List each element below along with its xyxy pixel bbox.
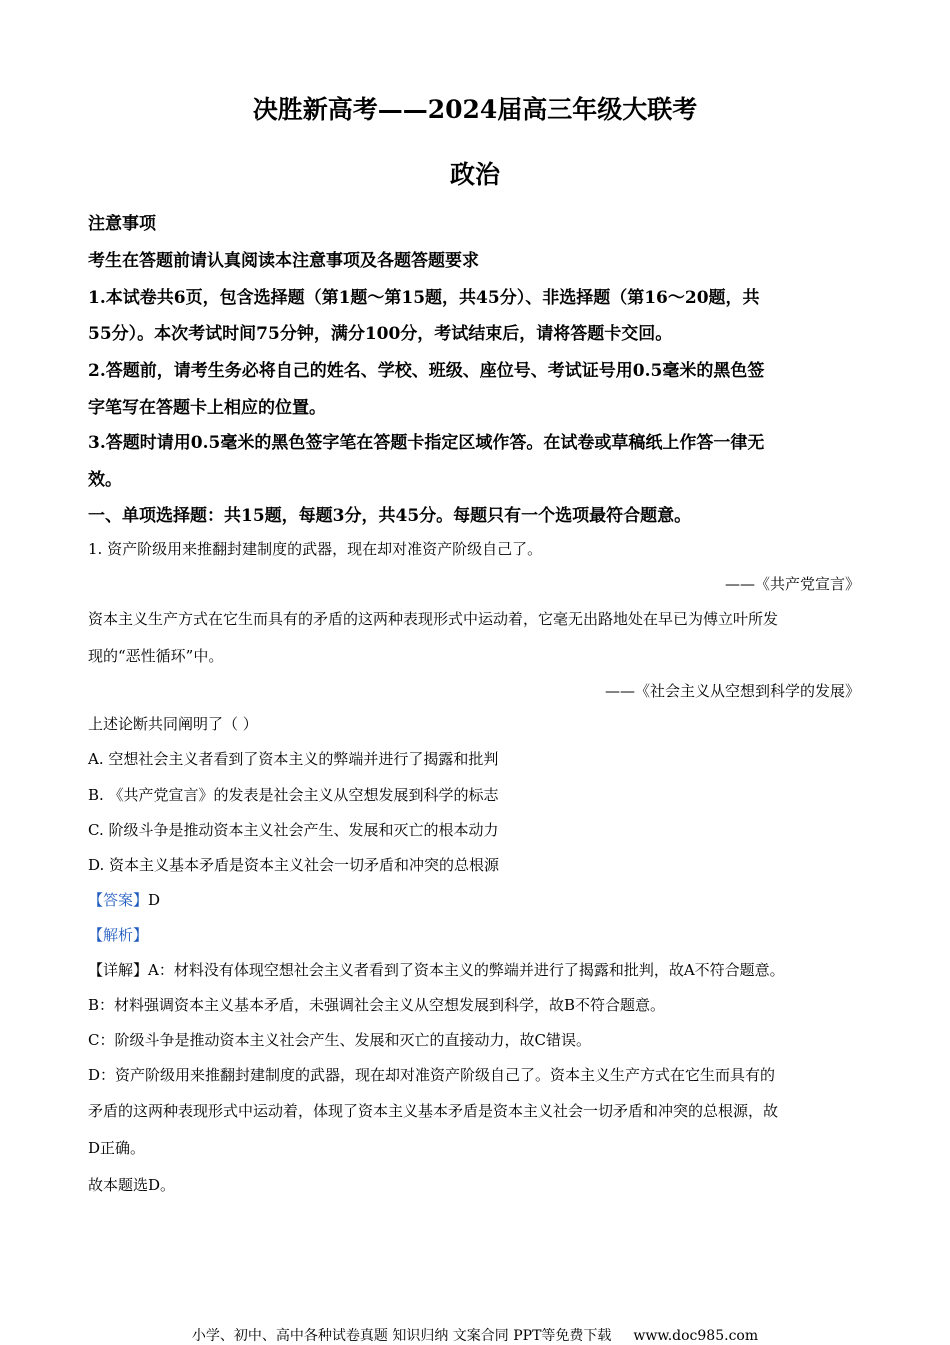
option-a: A. 空想社会主义者看到了资本主义的弊端并进行了揭露和批判 [88, 750, 499, 768]
answer-value: D [148, 891, 161, 909]
question-quote-2: 资本主义生产方式在它生而具有的矛盾的这两种表现形式中运动着，它毫无出路地处在早已为傅立叶所发 [88, 610, 779, 628]
detail-b: B：材料强调资本主义基本矛盾，未强调社会主义从空想发展到科学，故B不符合题意。 [88, 996, 666, 1014]
question-quote-2-cont: 现的“恶性循环”中。 [88, 647, 224, 665]
question-stem: 上述论断共同阐明了（ ） [88, 715, 258, 733]
detail-a: A：材料没有体现空想社会主义者看到了资本主义的弊端并进行了揭露和批判，故A不符合题意。 [148, 961, 785, 979]
detail-d-cont: 矛盾的这两种表现形式中运动着，体现了资本主义基本矛盾是资本主义社会一切矛盾和冲突的总根源，故 [88, 1102, 779, 1120]
detail-tag: 【详解】 [88, 961, 149, 979]
section-heading: 一、单项选择题：共15题，每题3分，共45分。每题只有一个选项最符合题意。 [88, 506, 692, 526]
notice-item-3-cont: 效。 [88, 470, 122, 490]
footer-link[interactable]: www.doc985.com [633, 1328, 759, 1344]
notice-intro: 考生在答题前请认真阅读本注意事项及各题答题要求 [88, 251, 479, 271]
footer-text: 小学、初中、高中各种试卷真题 知识归纳 文案合同 PPT等免费下载 [191, 1328, 612, 1344]
answer-tag: 【答案】 [88, 891, 149, 909]
answer-line [88, 889, 160, 910]
quote-source-2: ——《社会主义从空想到科学的发展》 [604, 682, 860, 700]
subject-title: 政治 [449, 160, 500, 189]
quote-source-1: ——《共产党宣言》 [724, 575, 860, 593]
page-footer [0, 1325, 950, 1345]
option-d: D. 资本主义基本矛盾是资本主义社会一切矛盾和冲突的总根源 [88, 856, 500, 874]
option-b: B. 《共产党宣言》的发表是社会主义从空想发展到科学的标志 [88, 786, 499, 804]
question-quote-1: 1. 资产阶级用来推翻封建制度的武器，现在却对准资产阶级自己了。 [88, 540, 543, 558]
option-c: C. 阶级斗争是推动资本主义社会产生、发展和灭亡的根本动力 [88, 821, 499, 839]
notice-item-2-cont: 字笔写在答题卡上相应的位置。 [88, 398, 326, 418]
notice-item-2: 2.答题前，请考生务必将自己的姓名、学校、班级、座位号、考试证号用0.5毫米的黑色签 [88, 361, 765, 381]
conclusion: 故本题选D。 [88, 1176, 176, 1194]
notice-heading: 注意事项 [88, 214, 156, 234]
detail-a-line [88, 959, 785, 980]
exam-title: 决胜新高考——2024届高三年级大联考 [252, 95, 698, 124]
notice-item-1-cont: 55分）。本次考试时间75分钟，满分100分，考试结束后，请将答题卡交回。 [88, 324, 673, 344]
detail-d-end: D正确。 [88, 1139, 146, 1157]
notice-item-1: 1.本试卷共6页，包含选择题（第1题～第15题，共45分）、非选择题（第16～20题，共 [88, 288, 760, 308]
detail-d: D：资产阶级用来推翻封建制度的武器，现在却对准资产阶级自己了。资本主义生产方式在它生而具有的 [88, 1066, 776, 1084]
analysis-tag: 【解析】 [88, 926, 149, 944]
notice-item-3: 3.答题时请用0.5毫米的黑色签字笔在答题卡指定区域作答。在试卷或草稿纸上作答一律无 [88, 433, 765, 453]
detail-c: C：阶级斗争是推动资本主义社会产生、发展和灭亡的直接动力，故C错误。 [88, 1031, 591, 1049]
